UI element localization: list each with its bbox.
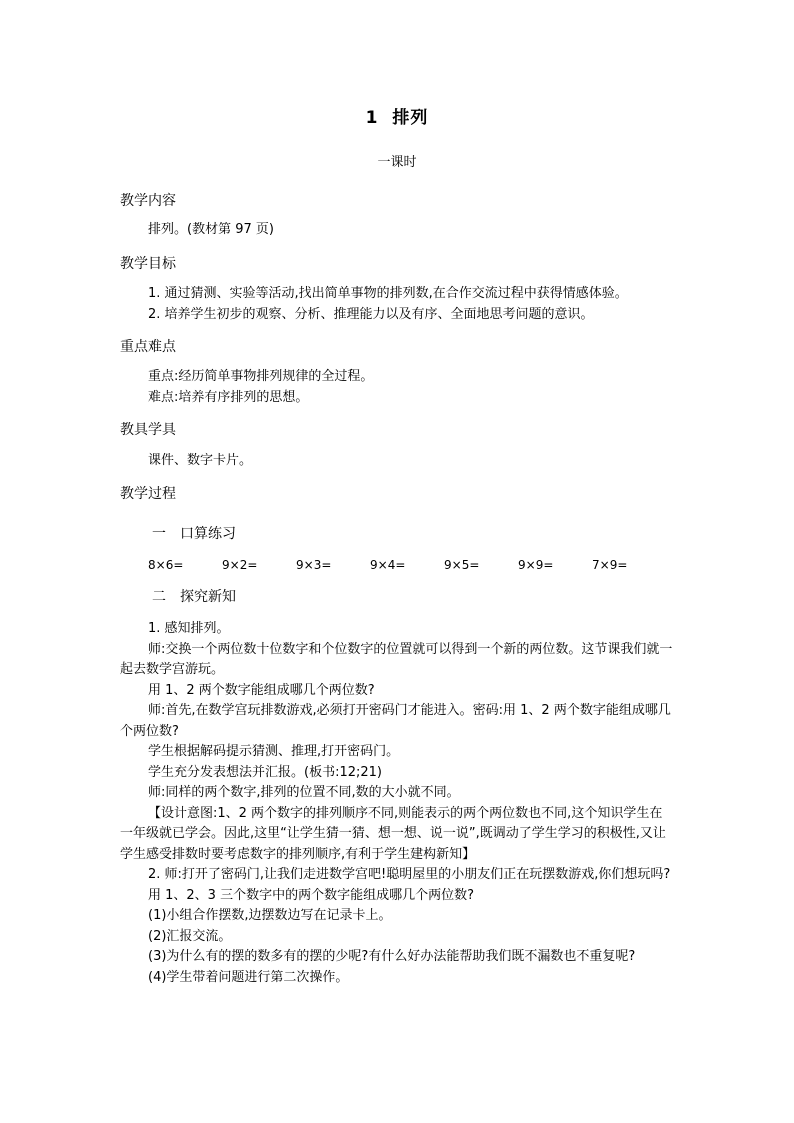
content-text: 排列。(教材第 97 页) — [148, 222, 274, 237]
step2-body — [120, 619, 675, 988]
title-text: 排列 — [392, 108, 429, 128]
section-tools-body — [120, 451, 675, 472]
title-number: 1 — [365, 108, 379, 128]
step1-title: 口算练习 — [180, 526, 236, 542]
section-heading-tools: 教具学具 — [120, 422, 176, 438]
calc-item: 9×4= — [370, 558, 406, 572]
step1-number: 一 — [152, 526, 166, 542]
step2-number: 二 — [152, 589, 166, 605]
step2-paragraph: 用 1、2 两个数字能组成哪几个两位数? — [148, 682, 375, 698]
calc-item: 9×2= — [222, 558, 258, 572]
calc-item: 9×3= — [296, 558, 332, 572]
page-title — [0, 103, 794, 128]
keypoint-item: 难点:培养有序排列的思想。 — [148, 389, 309, 405]
step2-paragraph: 学生充分发表想法并汇报。(板书:12;21) — [148, 764, 382, 780]
goal-item: 1. 通过猜测、实验等活动,找出简单事物的排列数,在合作交流过程中获得情感体验。 — [148, 286, 628, 301]
section-heading-goals: 教学目标 — [120, 256, 176, 272]
step2-heading — [152, 586, 236, 606]
calc-item: 8×6= — [148, 558, 184, 572]
calc-item: 7×9= — [592, 558, 628, 572]
calc-item: 9×9= — [518, 558, 554, 572]
step2-paragraph: 用 1、2、3 三个数字中的两个数字能组成哪几个两位数? — [148, 887, 474, 903]
page-subtitle: 一课时 — [377, 155, 417, 170]
tools-text: 课件、数字卡片。 — [148, 453, 253, 468]
section-content-body — [120, 220, 675, 241]
step1-heading — [152, 523, 236, 543]
calc-item: 9×5= — [444, 558, 480, 572]
section-heading-keypoints: 重点难点 — [120, 339, 176, 355]
section-heading-content: 教学内容 — [120, 193, 176, 209]
step2-title: 探究新知 — [180, 589, 236, 605]
step2-paragraph: (4)学生带着问题进行第二次操作。 — [148, 969, 349, 985]
step2-paragraph: 学生根据解码提示猜测、推理,打开密码门。 — [148, 744, 400, 759]
step2-paragraph: (3)为什么有的摆的数多有的摆的少呢?有什么好办法能帮助我们既不漏数也不重复呢? — [148, 949, 636, 964]
design-intent-note: 【设计意图:1、2 两个数字的排列顺序不同,则能表示的两个两位数也不同,这个知识学生在一年级就已学会。因此,这里“让学生猜一猜、想一想、说一说”,既调动了学生学习的积极性,又让学生感受排数时要考虑数字的排列顺序,有利于学生建构新知】 — [120, 805, 666, 862]
step2-paragraph: 师:交换一个两位数十位数字和个位数字的位置就可以得到一个新的两位数。这节课我们就一起去数学宫游玩。 — [120, 641, 673, 677]
goal-item: 2. 培养学生初步的观察、分析、推理能力以及有序、全面地思考问题的意识。 — [148, 306, 594, 322]
section-keypoints-body — [120, 367, 675, 408]
step2-paragraph: 2. 师:打开了密码门,让我们走进数学宫吧!聪明屋里的小朋友们正在玩摆数游戏,你们想玩吗? — [148, 867, 671, 882]
step2-paragraph: 师:同样的两个数字,排列的位置不同,数的大小就不同。 — [148, 785, 460, 800]
step2-paragraph: 师:首先,在数学宫玩排数游戏,必须打开密码门才能进入。密码:用 1、2 两个数字能组成哪几个两位数? — [120, 703, 671, 739]
section-goals-body — [120, 284, 675, 325]
step2-paragraph: 1. 感知排列。 — [148, 621, 230, 636]
step2-paragraph: (1)小组合作摆数,边摆数边写在记录卡上。 — [148, 908, 392, 923]
section-heading-process: 教学过程 — [120, 486, 176, 502]
step2-paragraph: (2)汇报交流。 — [148, 928, 232, 944]
keypoint-item: 重点:经历简单事物排列规律的全过程。 — [148, 369, 374, 384]
